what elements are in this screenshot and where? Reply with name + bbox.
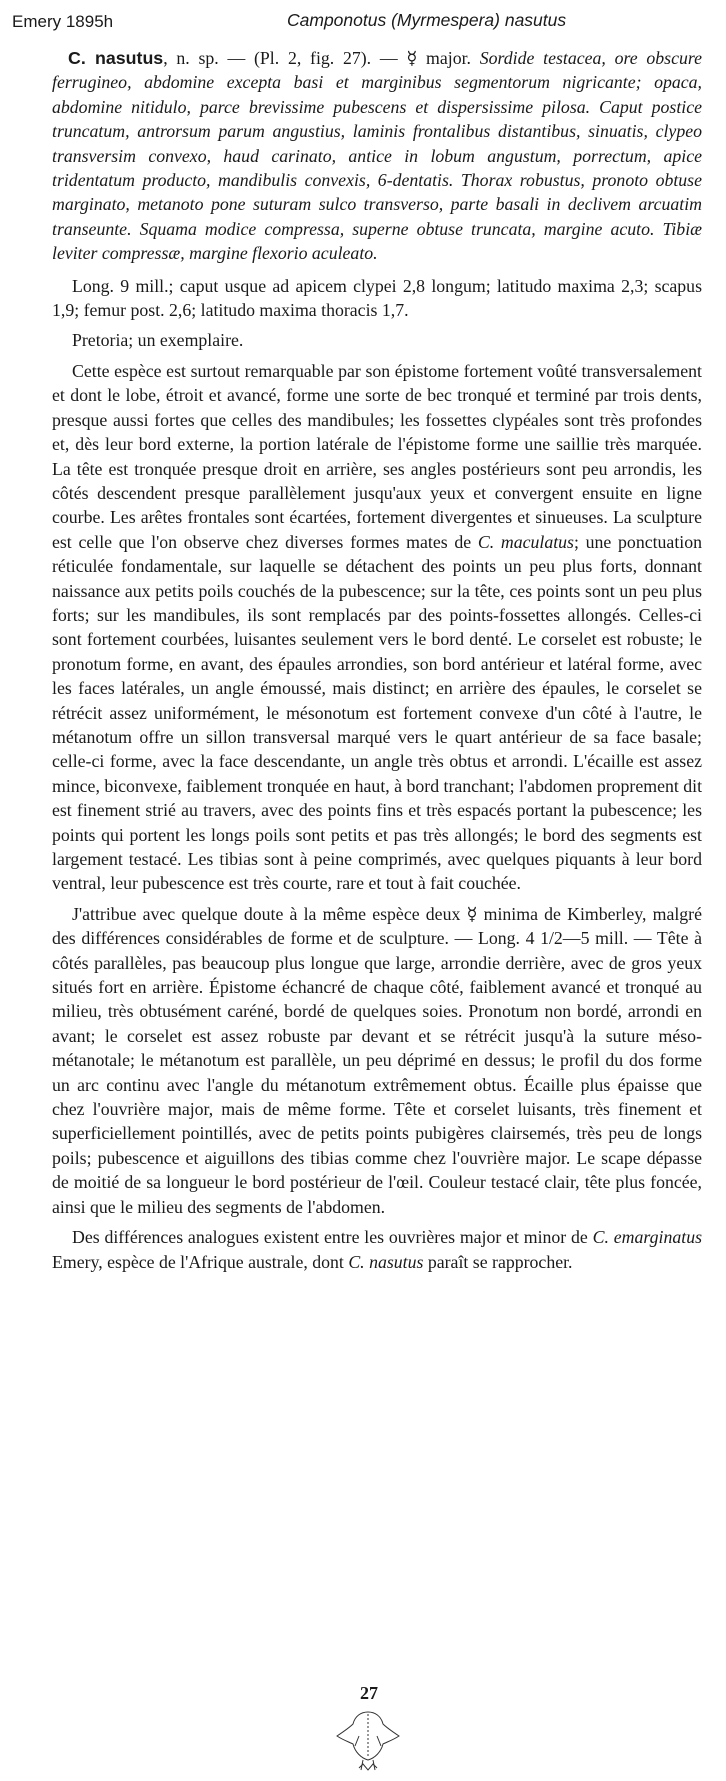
paragraph-comparison — [52, 1225, 702, 1274]
running-header — [12, 10, 712, 36]
taxon-title: Camponotus (Myrmespera) nasutus — [287, 10, 567, 30]
measurements: Long. 9 mill.; caput usque ad apicem clypei 2,8 longum; latitudo maxima 2,3; scapus 1,9; femur post. 2,6; latitudo maxima thoracis 1,7. — [52, 275, 702, 321]
species-ref: C. emarginatus — [592, 1227, 703, 1248]
page-number: 27 — [360, 1683, 378, 1703]
latin-description — [52, 46, 702, 266]
species-ref: C. nasutus — [348, 1251, 424, 1272]
paragraph-major-worker — [52, 359, 702, 896]
paragraph-text: ; une ponctuation réticulée fondamentale, sur laquelle se détachent des points un peu plus forts, donnant naissance aux petits poils couchés de la pubescence; sur la tête, ces points sont un peu plus forts; sur les mandibules, ils sont remplacés par des points-fossettes allongés. Celles-ci sont fortement courbées, luisantes seulement vers le bord denté. Le corselet est robuste; le pronotum forme, en avant, des épaules arrondies, son bord antérieur et latéral forme, avec les faces latérales, un angle émoussé, mais distinct; en arrière des épaules, le corselet se rétrécit assez uniformément, le mésonotum est fortement convexe d'un côté à l'autre, le métanotum offre un sillon transversal marqué vers le quart antérieur de sa face basale; celle-ci forme, avec la face descendante, un angle très obtus et arrondi. L'écaille est assez mince, biconvexe, faiblement tronquée en haut, à bord tranchant; l'abdomen proprement dit est finement strié au travers, avec des points fins et très espacés portant la pubescence; les points qui portent les longs poils sont petits et pas très allongés; le bord des segments est largement testacé. Les tibias sont à peine comprimés, avec quelques piquants à leur bord ventral, leur pubescence est très courte, rare et tout à fait couchée. — [52, 531, 703, 894]
species-name: C. nasutus — [68, 48, 164, 68]
paragraph-text: Emery, espèce de l'Afrique australe, dont — [52, 1251, 349, 1272]
paragraph-minor-worker: J'attribue avec quelque doute à la même espèce deux ☿ minima de Kimberley, malgré des différences considérables de forme et de sculpture. — Long. 4 1/2—5 mill. — Tête à côtés parallèles, pas beaucoup plus longue que large, arrondie derrière, avec de gros yeux situés fort en arrière. Épistome échancré de chaque côté, faiblement avancé et tronqué au milieu, très obtusément caréné, bordé de quelques soies. Pronotum non bordé, arrondi en avant; le corselet est assez robuste par devant et se rétrécit jusqu'à la suture méso-métanotale; le métanotum est parallèle, un peu déprimé en dessus; le profil du dos forme un arc continu avec l'angle du métanotum extrêmement obtus. Écaille plus épaisse que chez l'ouvrière major, mais de même forme. Tête et corselet luisants, très finement et superficiellement pointillés, avec de petits points pubigères clairsemés, très peu de longs poils; pubescence et aiguillons des tibias comme chez l'ouvrière major. Le scape dépasse de moitié de sa longueur le bord postérieur de l'œil. Couleur testacé clair, tête plus foncée, ainsi que le milieu des segments de l'abdomen. — [52, 903, 702, 1217]
latin-diagnosis: Sordide testacea, ore obscure ferrugineo, abdomine excepta basi et marginibus segmentorum nigricante; opaca, abdomine nitidulo, parce brevissime pubescens et dispersissime pilosa. Caput postice truncatum, antrorsum parum angustius, laminis frontalibus distantibus, sinuatis, clypeo transversim convexo, haud carinato, antice in lobum angustum, porrectum, apice tridentatum producto, mandibulis convexis, 6-dentatis. Thorax robustus, pronoto obtuse marginato, metanoto pone suturam sulco transverso, parte basali in declivem arcuatim transeunte. Squama modice compressa, superne obtuse truncata, margine acuto. Tibiæ leviter compressæ, margine flexorio aculeato. — [52, 48, 703, 264]
page-body — [52, 46, 702, 1280]
citation-label: Emery 1895h — [12, 12, 114, 31]
species-ref: C. maculatus — [477, 531, 574, 552]
locality: Pretoria; un exemplaire. — [72, 330, 244, 351]
paragraph-text: Des différences analogues existent entre les ouvrières major et minor de — [72, 1227, 593, 1248]
species-reference: , n. sp. — (Pl. 2, fig. 27). — ☿ major. — [163, 48, 480, 68]
ant-head-ornament-icon — [333, 1706, 403, 1781]
paragraph-text: paraît se rapprocher. — [423, 1251, 573, 1272]
paragraph-text: Cette espèce est surtout remarquable par son épistome fortement voûté transversalement et dont le lobe, étroit et avancé, forme une sorte de bec tronqué et terminé par trois dents, presque aussi fortes que celles des mandibules; les fossettes clypéales sont très profondes et, dès leur bord externe, la portion latérale de l'épistome forme une saillie très marquée. La tête est tronquée presque droit en arrière, ses angles postérieurs sont peu arrondis, les côtés descendent presque parallèlement jusqu'aux yeux et convergent ensuite en ligne courbe. Les arêtes frontales sont écartées, fortement divergentes et sinueuses. La sculpture est celle que l'on observe chez diverses formes mates de — [52, 360, 702, 552]
